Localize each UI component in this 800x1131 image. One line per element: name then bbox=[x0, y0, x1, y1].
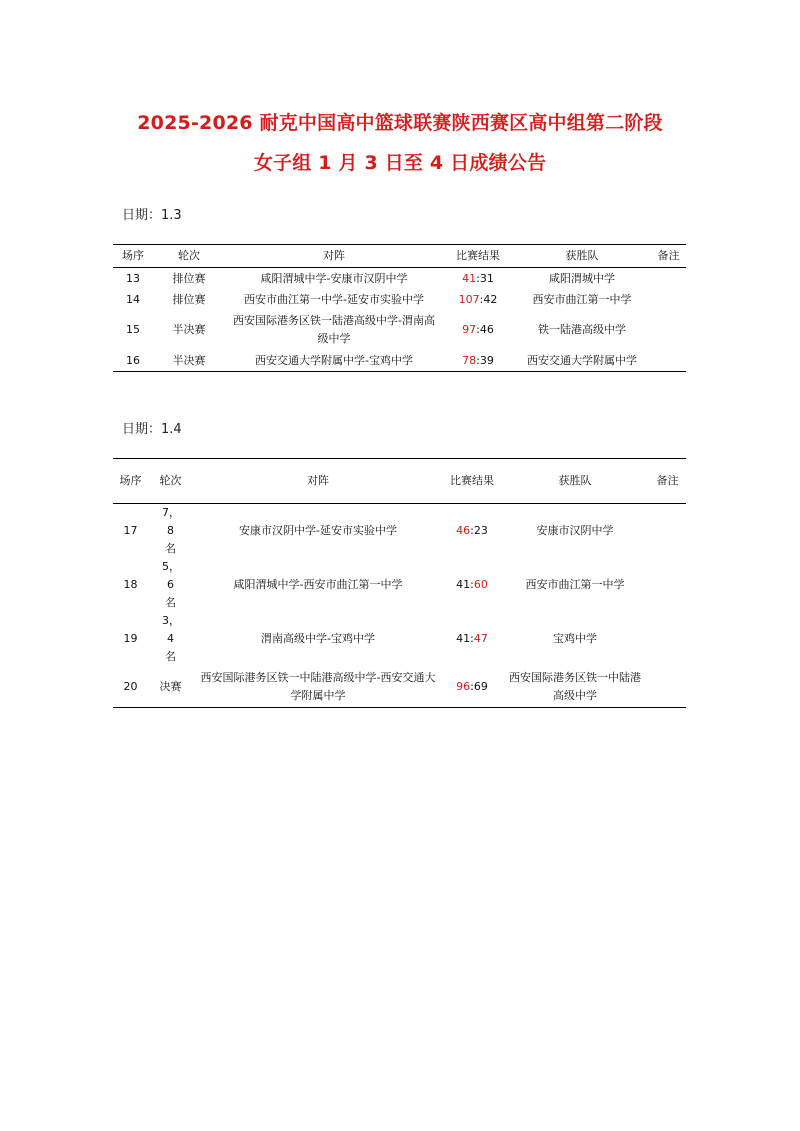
score-loser: 42 bbox=[483, 292, 498, 306]
results-table-day2 bbox=[113, 458, 686, 708]
match-no: 14 bbox=[126, 292, 140, 306]
score-loser: 41 bbox=[456, 632, 471, 645]
winner: 西安市曲江第一中学 bbox=[525, 578, 625, 591]
round: 3，4名 bbox=[162, 614, 180, 663]
round: 排位赛 bbox=[172, 271, 206, 285]
matchup: 西安国际港务区铁一陆港高级中学-渭南高级中学 bbox=[233, 314, 435, 345]
matchup: 咸阳渭城中学-西安市曲江第一中学 bbox=[233, 578, 403, 591]
score-separator: : bbox=[470, 524, 474, 537]
score-separator: : bbox=[476, 353, 480, 367]
header-match-no: 场序 bbox=[119, 474, 142, 487]
match-no: 13 bbox=[126, 271, 140, 285]
result bbox=[443, 289, 513, 310]
winner: 西安交通大学附属中学 bbox=[527, 353, 637, 367]
date-label-day1: 日期：1.3 bbox=[122, 208, 182, 223]
matchup: 咸阳渭城中学-安康市汉阴中学 bbox=[260, 271, 408, 285]
round: 半决赛 bbox=[172, 353, 206, 367]
match-no: 17 bbox=[123, 524, 138, 537]
header-matchup: 对阵 bbox=[307, 474, 329, 487]
score-loser: 69 bbox=[473, 679, 488, 693]
results-table-day1 bbox=[113, 244, 686, 372]
score-winner: 78 bbox=[462, 353, 477, 367]
header-winner: 获胜队 bbox=[565, 249, 599, 262]
table-row bbox=[113, 504, 686, 559]
table-row bbox=[113, 612, 686, 666]
note bbox=[649, 612, 686, 666]
table-row bbox=[113, 268, 686, 290]
score-winner: 60 bbox=[473, 578, 488, 591]
winner: 咸阳渭城中学 bbox=[549, 271, 615, 285]
table-row bbox=[113, 666, 686, 708]
header-round: 轮次 bbox=[178, 249, 200, 262]
score-winner: 46 bbox=[456, 524, 471, 537]
matchup: 渭南高级中学-宝鸡中学 bbox=[261, 632, 375, 645]
header-result: 比赛结果 bbox=[456, 249, 500, 262]
result bbox=[443, 666, 501, 708]
note bbox=[649, 504, 686, 559]
result bbox=[443, 558, 501, 612]
score-separator: : bbox=[470, 578, 474, 591]
score-loser: 46 bbox=[479, 323, 494, 336]
score-winner: 47 bbox=[473, 632, 488, 645]
winner: 西安市曲江第一中学 bbox=[532, 292, 632, 306]
score-separator: : bbox=[476, 323, 480, 336]
score-winner: 41 bbox=[462, 271, 477, 285]
round: 排位赛 bbox=[172, 292, 206, 306]
header-round: 轮次 bbox=[159, 474, 182, 487]
result bbox=[443, 612, 501, 666]
round: 半决赛 bbox=[172, 323, 206, 336]
table-header-row bbox=[113, 245, 686, 268]
score-loser: 41 bbox=[456, 578, 471, 591]
table-row bbox=[113, 310, 686, 350]
score-winner: 97 bbox=[462, 323, 477, 336]
header-note: 备注 bbox=[657, 249, 680, 262]
score-separator: : bbox=[470, 679, 474, 693]
match-no: 19 bbox=[123, 632, 138, 645]
match-no: 16 bbox=[126, 353, 140, 367]
table-header-row bbox=[113, 459, 686, 504]
date-label-day2: 日期：1.4 bbox=[122, 422, 182, 437]
title-line-1: 2025-2026 耐克中国高中篮球联赛陕西赛区高中组第二阶段 bbox=[137, 112, 663, 134]
match-no: 20 bbox=[123, 679, 138, 693]
score-separator: : bbox=[476, 271, 480, 285]
round: 5，6名 bbox=[162, 560, 180, 609]
score-winner: 96 bbox=[456, 679, 471, 693]
title-line-2: 女子组 1 月 3 日至 4 日成绩公告 bbox=[253, 152, 547, 174]
match-no: 15 bbox=[126, 323, 140, 336]
result bbox=[443, 268, 513, 290]
matchup: 西安市曲江第一中学-延安市实验中学 bbox=[244, 292, 424, 306]
note bbox=[649, 558, 686, 612]
score-winner: 107 bbox=[458, 292, 480, 306]
matchup: 西安国际港务区铁一中陆港高级中学-西安交通大学附属中学 bbox=[200, 670, 436, 702]
winner: 宝鸡中学 bbox=[553, 632, 597, 645]
table-row bbox=[113, 289, 686, 310]
header-matchup: 对阵 bbox=[323, 249, 345, 262]
header-match-no: 场序 bbox=[122, 249, 144, 262]
header-note: 备注 bbox=[656, 474, 679, 487]
table-row bbox=[113, 558, 686, 612]
winner: 西安国际港务区铁一中陆港高级中学 bbox=[509, 670, 641, 702]
score-loser: 39 bbox=[479, 353, 494, 367]
round: 决赛 bbox=[159, 679, 182, 693]
note bbox=[651, 350, 686, 372]
result bbox=[443, 350, 513, 372]
score-loser: 31 bbox=[479, 271, 494, 285]
score-separator: : bbox=[479, 292, 484, 306]
note bbox=[651, 310, 686, 350]
winner: 铁一陆港高级中学 bbox=[538, 323, 626, 336]
table-row bbox=[113, 350, 686, 372]
round: 7，8名 bbox=[162, 506, 180, 555]
winner: 安康市汉阴中学 bbox=[536, 524, 614, 537]
matchup: 安康市汉阴中学-延安市实验中学 bbox=[239, 524, 397, 537]
result bbox=[443, 504, 501, 559]
header-winner: 获胜队 bbox=[558, 474, 592, 487]
score-separator: : bbox=[470, 632, 474, 645]
note bbox=[649, 666, 686, 708]
note bbox=[651, 268, 686, 290]
result bbox=[443, 310, 513, 350]
header-result: 比赛结果 bbox=[450, 474, 494, 487]
match-no: 18 bbox=[123, 578, 138, 591]
matchup: 西安交通大学附属中学-宝鸡中学 bbox=[255, 353, 413, 367]
note bbox=[651, 289, 686, 310]
score-loser: 23 bbox=[473, 524, 488, 537]
